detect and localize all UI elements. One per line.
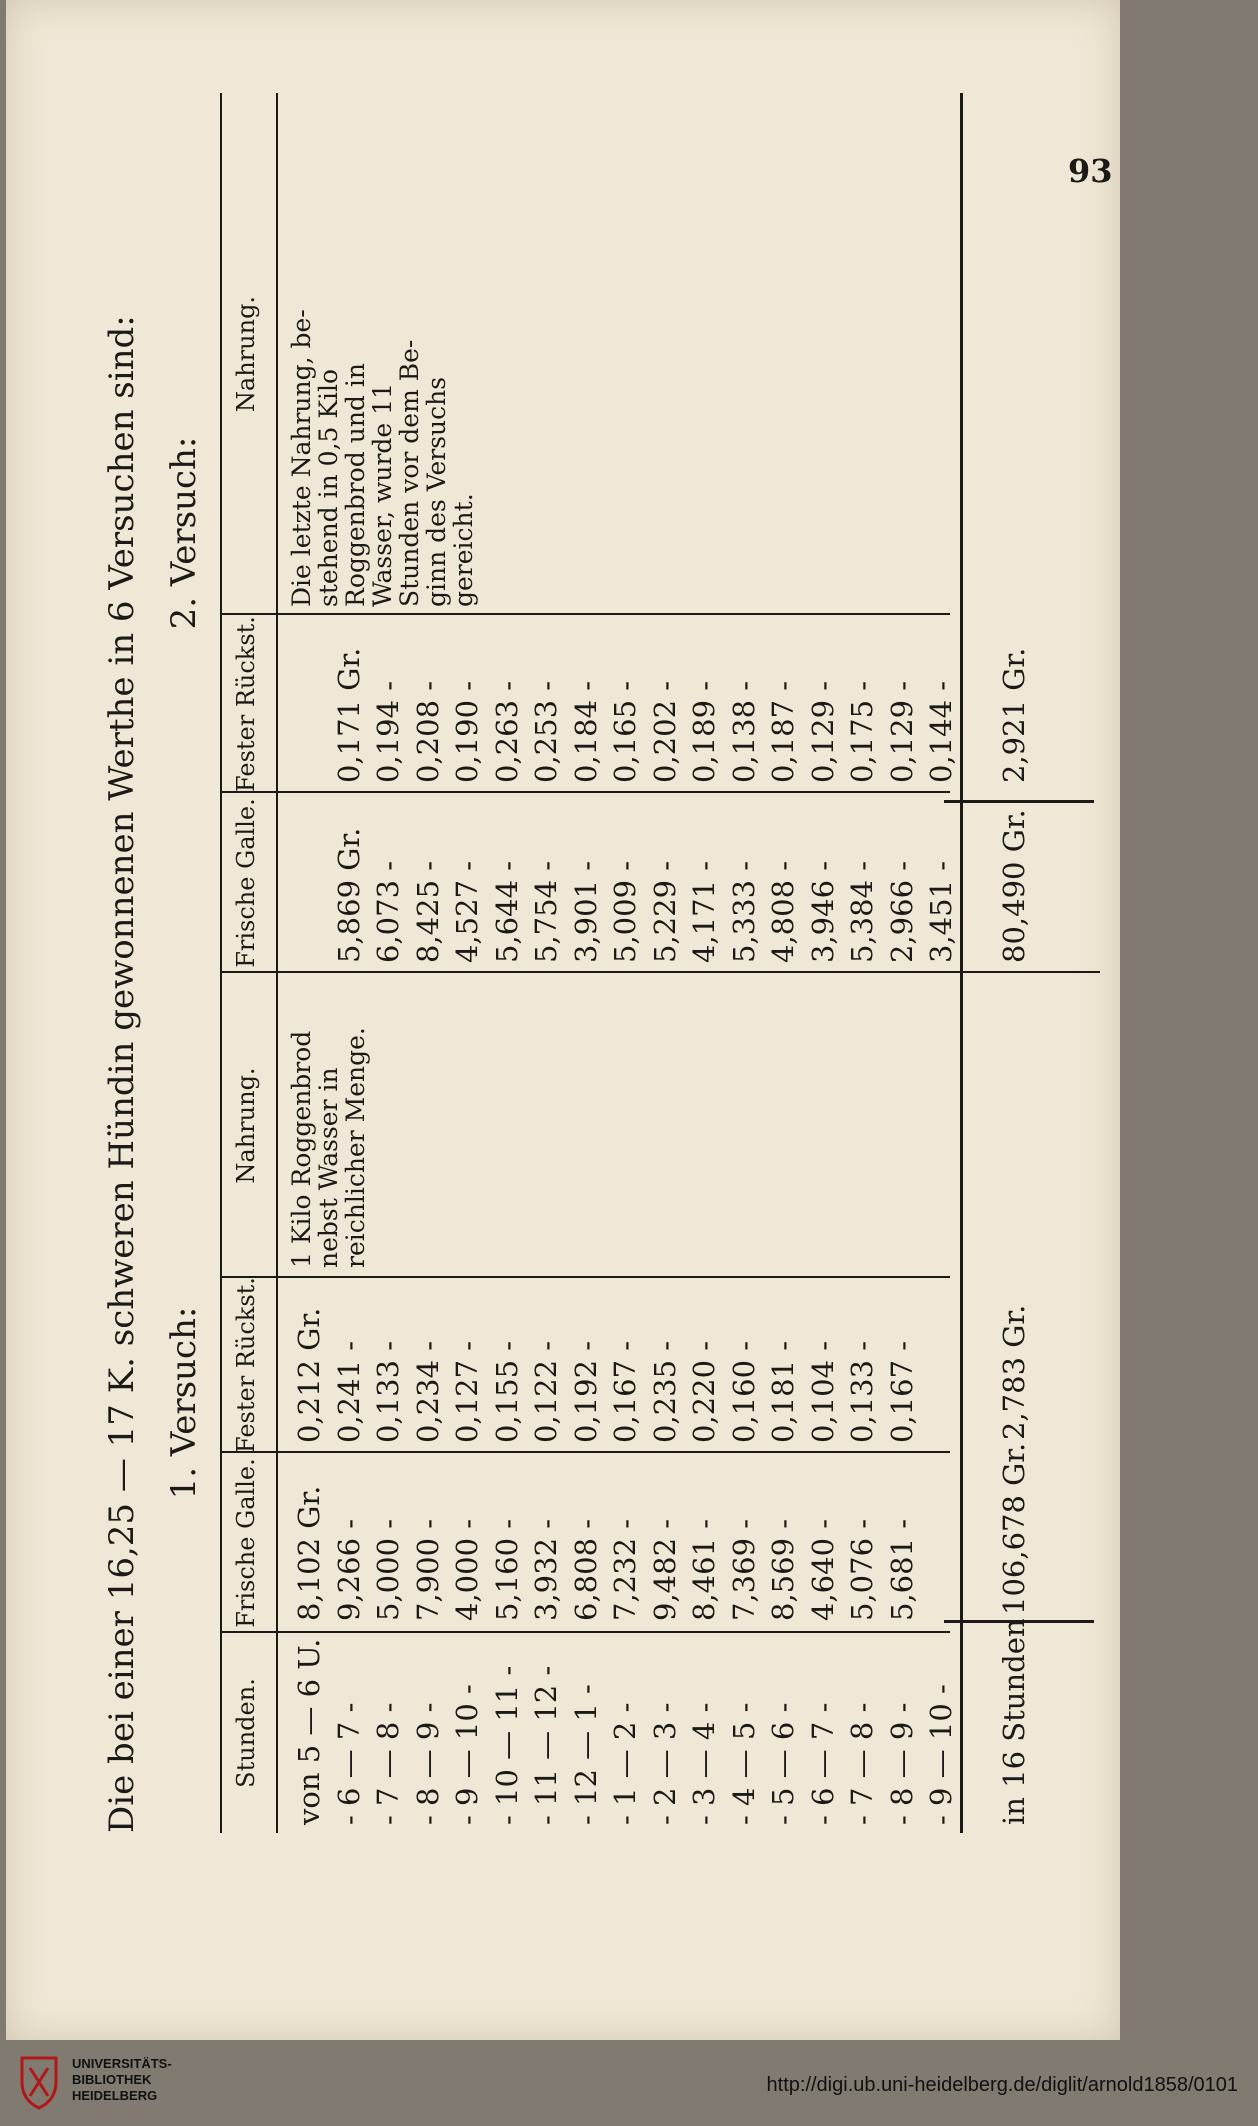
galle1-cell: 5,681 - bbox=[884, 1518, 919, 1621]
stunden-cell: - 2 — 3 - bbox=[647, 1702, 682, 1825]
nahrung2-line: Wasser, wurde 11 bbox=[368, 383, 397, 607]
library-name bbox=[72, 2056, 172, 2104]
galle1-cell: 7,232 - bbox=[608, 1518, 642, 1621]
rueck2-cell: 0,194 - bbox=[371, 680, 405, 783]
table-top-rule bbox=[220, 93, 222, 1833]
rueck1-cell: 0,104 - bbox=[805, 1340, 840, 1443]
galle2-cell: 4,527 - bbox=[450, 860, 484, 963]
rueck1-cell: 0,220 - bbox=[687, 1340, 721, 1443]
stunden-cell: - 12 — 1 - bbox=[568, 1684, 603, 1825]
rueck1-cell: 0,133 - bbox=[371, 1340, 405, 1443]
galle1-cell: 9,482 - bbox=[647, 1518, 682, 1621]
stunden-cell: - 7 — 8 - bbox=[371, 1702, 405, 1825]
library-name-line: BIBLIOTHEK bbox=[72, 2072, 152, 2087]
galle1-cell: 9,266 - bbox=[331, 1518, 366, 1621]
rueck2-cell: 0,187 - bbox=[766, 680, 800, 783]
nahrung2-line: Roggenbrod und in bbox=[341, 363, 370, 607]
rueck2-cell: 0,253 - bbox=[529, 680, 563, 783]
stunden-cell: - 8 — 9 - bbox=[884, 1702, 919, 1825]
rueck2-cell: 0,144 - bbox=[924, 680, 958, 783]
stunden-cell: - 9 — 10 - bbox=[450, 1684, 484, 1825]
galle1-cell: 6,808 - bbox=[568, 1518, 603, 1621]
galle1-cell: 4,640 - bbox=[805, 1518, 840, 1621]
stunden-cell: - 5 — 6 - bbox=[766, 1702, 800, 1825]
total-rueck-2: 2,921 Gr. bbox=[997, 647, 1031, 783]
galle1-cell: 8,569 - bbox=[766, 1518, 800, 1621]
galle2-cell: 3,451 - bbox=[924, 860, 958, 963]
galle1-cell: 7,369 - bbox=[726, 1518, 761, 1621]
galle1-cell: 8,461 - bbox=[687, 1518, 721, 1621]
rueck1-cell: 0,212 Gr. bbox=[292, 1307, 326, 1443]
total-galle-1: 106,678 Gr. bbox=[997, 1442, 1031, 1615]
rueck1-cell: 0,167 - bbox=[884, 1340, 919, 1443]
stunden-cell: - 6 — 7 - bbox=[331, 1702, 366, 1825]
galle2-cell: 5,644 - bbox=[489, 860, 524, 963]
col-header-stunden: Stunden. bbox=[232, 1678, 260, 1788]
col-header-galle-1: Frische Galle. bbox=[232, 1458, 260, 1628]
page-number: 93 bbox=[1068, 152, 1113, 190]
rueck1-cell: 0,167 - bbox=[608, 1340, 642, 1443]
header-rule bbox=[276, 93, 278, 1833]
galle2-cell: 3,946 - bbox=[805, 860, 840, 963]
galle2-cell: 4,808 - bbox=[766, 860, 800, 963]
galle2-cell: 3,901 - bbox=[568, 860, 603, 963]
col-divider bbox=[220, 1451, 950, 1453]
source-url-link[interactable]: http://digi.ub.uni-heidelberg.de/diglit/arnold1858/0101 bbox=[766, 2074, 1238, 2096]
rueck2-cell: 0,189 - bbox=[687, 680, 721, 783]
book-page bbox=[6, 0, 1120, 2040]
sum-divider bbox=[944, 800, 1094, 803]
col-divider bbox=[220, 1276, 950, 1278]
versuch2-title: 2. Versuch: bbox=[164, 436, 204, 630]
col-divider bbox=[220, 1631, 950, 1633]
rueck2-cell: 0,202 - bbox=[647, 680, 682, 783]
galle2-cell: 4,171 - bbox=[687, 860, 721, 963]
nahrung2-line: Die letzte Nahrung, be- bbox=[287, 309, 316, 607]
nahrung1-line: reichlicher Menge. bbox=[341, 1027, 370, 1268]
nahrung2-line: ginn des Versuchs bbox=[422, 376, 451, 607]
galle2-cell: 2,966 - bbox=[884, 860, 919, 963]
galle2-cell: 5,333 - bbox=[726, 860, 761, 963]
rueck2-cell: 0,208 - bbox=[410, 680, 445, 783]
galle1-cell: 3,932 - bbox=[529, 1518, 563, 1621]
galle1-cell: 5,000 - bbox=[371, 1518, 405, 1621]
stunden-cell: - 7 — 8 - bbox=[845, 1702, 879, 1825]
stunden-cell: - 6 — 7 - bbox=[805, 1702, 840, 1825]
nahrung2-line: Stunden vor dem Be- bbox=[395, 339, 424, 607]
galle1-cell: 8,102 Gr. bbox=[292, 1485, 326, 1621]
rueck1-cell: 0,160 - bbox=[726, 1340, 761, 1443]
col-divider bbox=[220, 791, 950, 793]
rueck2-cell: 0,263 - bbox=[489, 680, 524, 783]
rueck1-cell: 0,192 - bbox=[568, 1340, 603, 1443]
rueck2-cell: 0,165 - bbox=[608, 680, 642, 783]
rueck2-cell: 0,190 - bbox=[450, 680, 484, 783]
galle2-cell: 8,425 - bbox=[410, 860, 445, 963]
nahrung1-line: 1 Kilo Roggenbrod bbox=[287, 1030, 316, 1268]
rueck2-cell: 0,175 - bbox=[845, 680, 879, 783]
total-rueck-1: 2,783 Gr. bbox=[997, 1304, 1031, 1440]
library-seal-icon bbox=[14, 2052, 64, 2112]
stunden-cell: - 8 — 9 - bbox=[410, 1702, 445, 1825]
galle2-cell: 6,073 - bbox=[371, 860, 405, 963]
stunden-cell: - 11 — 12 - bbox=[529, 1665, 563, 1825]
stunden-cell: - 3 — 4 - bbox=[687, 1702, 721, 1825]
col-divider bbox=[220, 613, 950, 615]
galle1-cell: 4,000 - bbox=[450, 1518, 484, 1621]
col-header-nahrung-1: Nahrung. bbox=[232, 1067, 260, 1184]
col-header-nahrung-2: Nahrung. bbox=[232, 295, 260, 413]
galle2-cell: 5,869 Gr. bbox=[331, 827, 366, 963]
stunden-cell: - 1 — 2 - bbox=[608, 1702, 642, 1825]
total-label: in 16 Stunden bbox=[997, 1618, 1031, 1825]
nahrung2-line: gereicht. bbox=[449, 493, 478, 607]
rueck2-cell: 0,171 Gr. bbox=[331, 647, 366, 783]
rueck1-cell: 0,133 - bbox=[845, 1340, 879, 1443]
sum-rule bbox=[960, 93, 963, 1833]
rotated-table-block bbox=[92, 93, 1098, 1833]
galle2-cell: 5,754 - bbox=[529, 860, 563, 963]
rueck2-cell: 0,129 - bbox=[805, 680, 840, 783]
library-name-line: UNIVERSITÄTS- bbox=[72, 2056, 172, 2071]
col-header-galle-2: Frische Galle. bbox=[232, 798, 260, 968]
library-name-line: HEIDELBERG bbox=[72, 2088, 158, 2103]
stunden-cell: - 10 — 11 - bbox=[489, 1665, 524, 1825]
col-header-rueck-1: Fester Rückst. bbox=[232, 1277, 260, 1453]
rueck1-cell: 0,127 - bbox=[450, 1340, 484, 1443]
nahrung1-line: nebst Wasser in bbox=[314, 1067, 343, 1268]
stunden-cell: - 4 — 5 - bbox=[726, 1702, 761, 1825]
rueck2-cell: 0,184 - bbox=[568, 680, 603, 783]
total-galle-2: 80,490 Gr. bbox=[997, 809, 1031, 963]
rueck1-cell: 0,155 - bbox=[489, 1340, 524, 1443]
rueck1-cell: 0,122 - bbox=[529, 1340, 563, 1443]
col-divider bbox=[220, 971, 1100, 973]
galle2-cell: 5,384 - bbox=[845, 860, 879, 963]
rueck2-cell: 0,138 - bbox=[726, 680, 761, 783]
stunden-cell: von 5 — 6 U. bbox=[292, 1638, 326, 1825]
intro-sentence: Die bei einer 16,25 — 17 K. schweren Hündin gewonnenen Werthe in 6 Versuchen sind: bbox=[102, 315, 142, 1833]
nahrung2-line: stehend in 0,5 Kilo bbox=[314, 368, 343, 607]
galle1-cell: 5,160 - bbox=[489, 1518, 524, 1621]
galle1-cell: 7,900 - bbox=[410, 1518, 445, 1621]
galle2-cell: 5,229 - bbox=[647, 860, 682, 963]
galle1-cell: 5,076 - bbox=[845, 1518, 879, 1621]
col-header-rueck-2: Fester Rückst. bbox=[232, 616, 260, 792]
rueck1-cell: 0,241 - bbox=[331, 1340, 366, 1443]
versuch1-title: 1. Versuch: bbox=[164, 1306, 204, 1500]
rueck2-cell: 0,129 - bbox=[884, 680, 919, 783]
rueck1-cell: 0,181 - bbox=[766, 1340, 800, 1443]
rueck1-cell: 0,235 - bbox=[647, 1340, 682, 1443]
stunden-cell: - 9 — 10 - bbox=[924, 1684, 958, 1825]
galle2-cell: 5,009 - bbox=[608, 860, 642, 963]
rueck1-cell: 0,234 - bbox=[410, 1340, 445, 1443]
